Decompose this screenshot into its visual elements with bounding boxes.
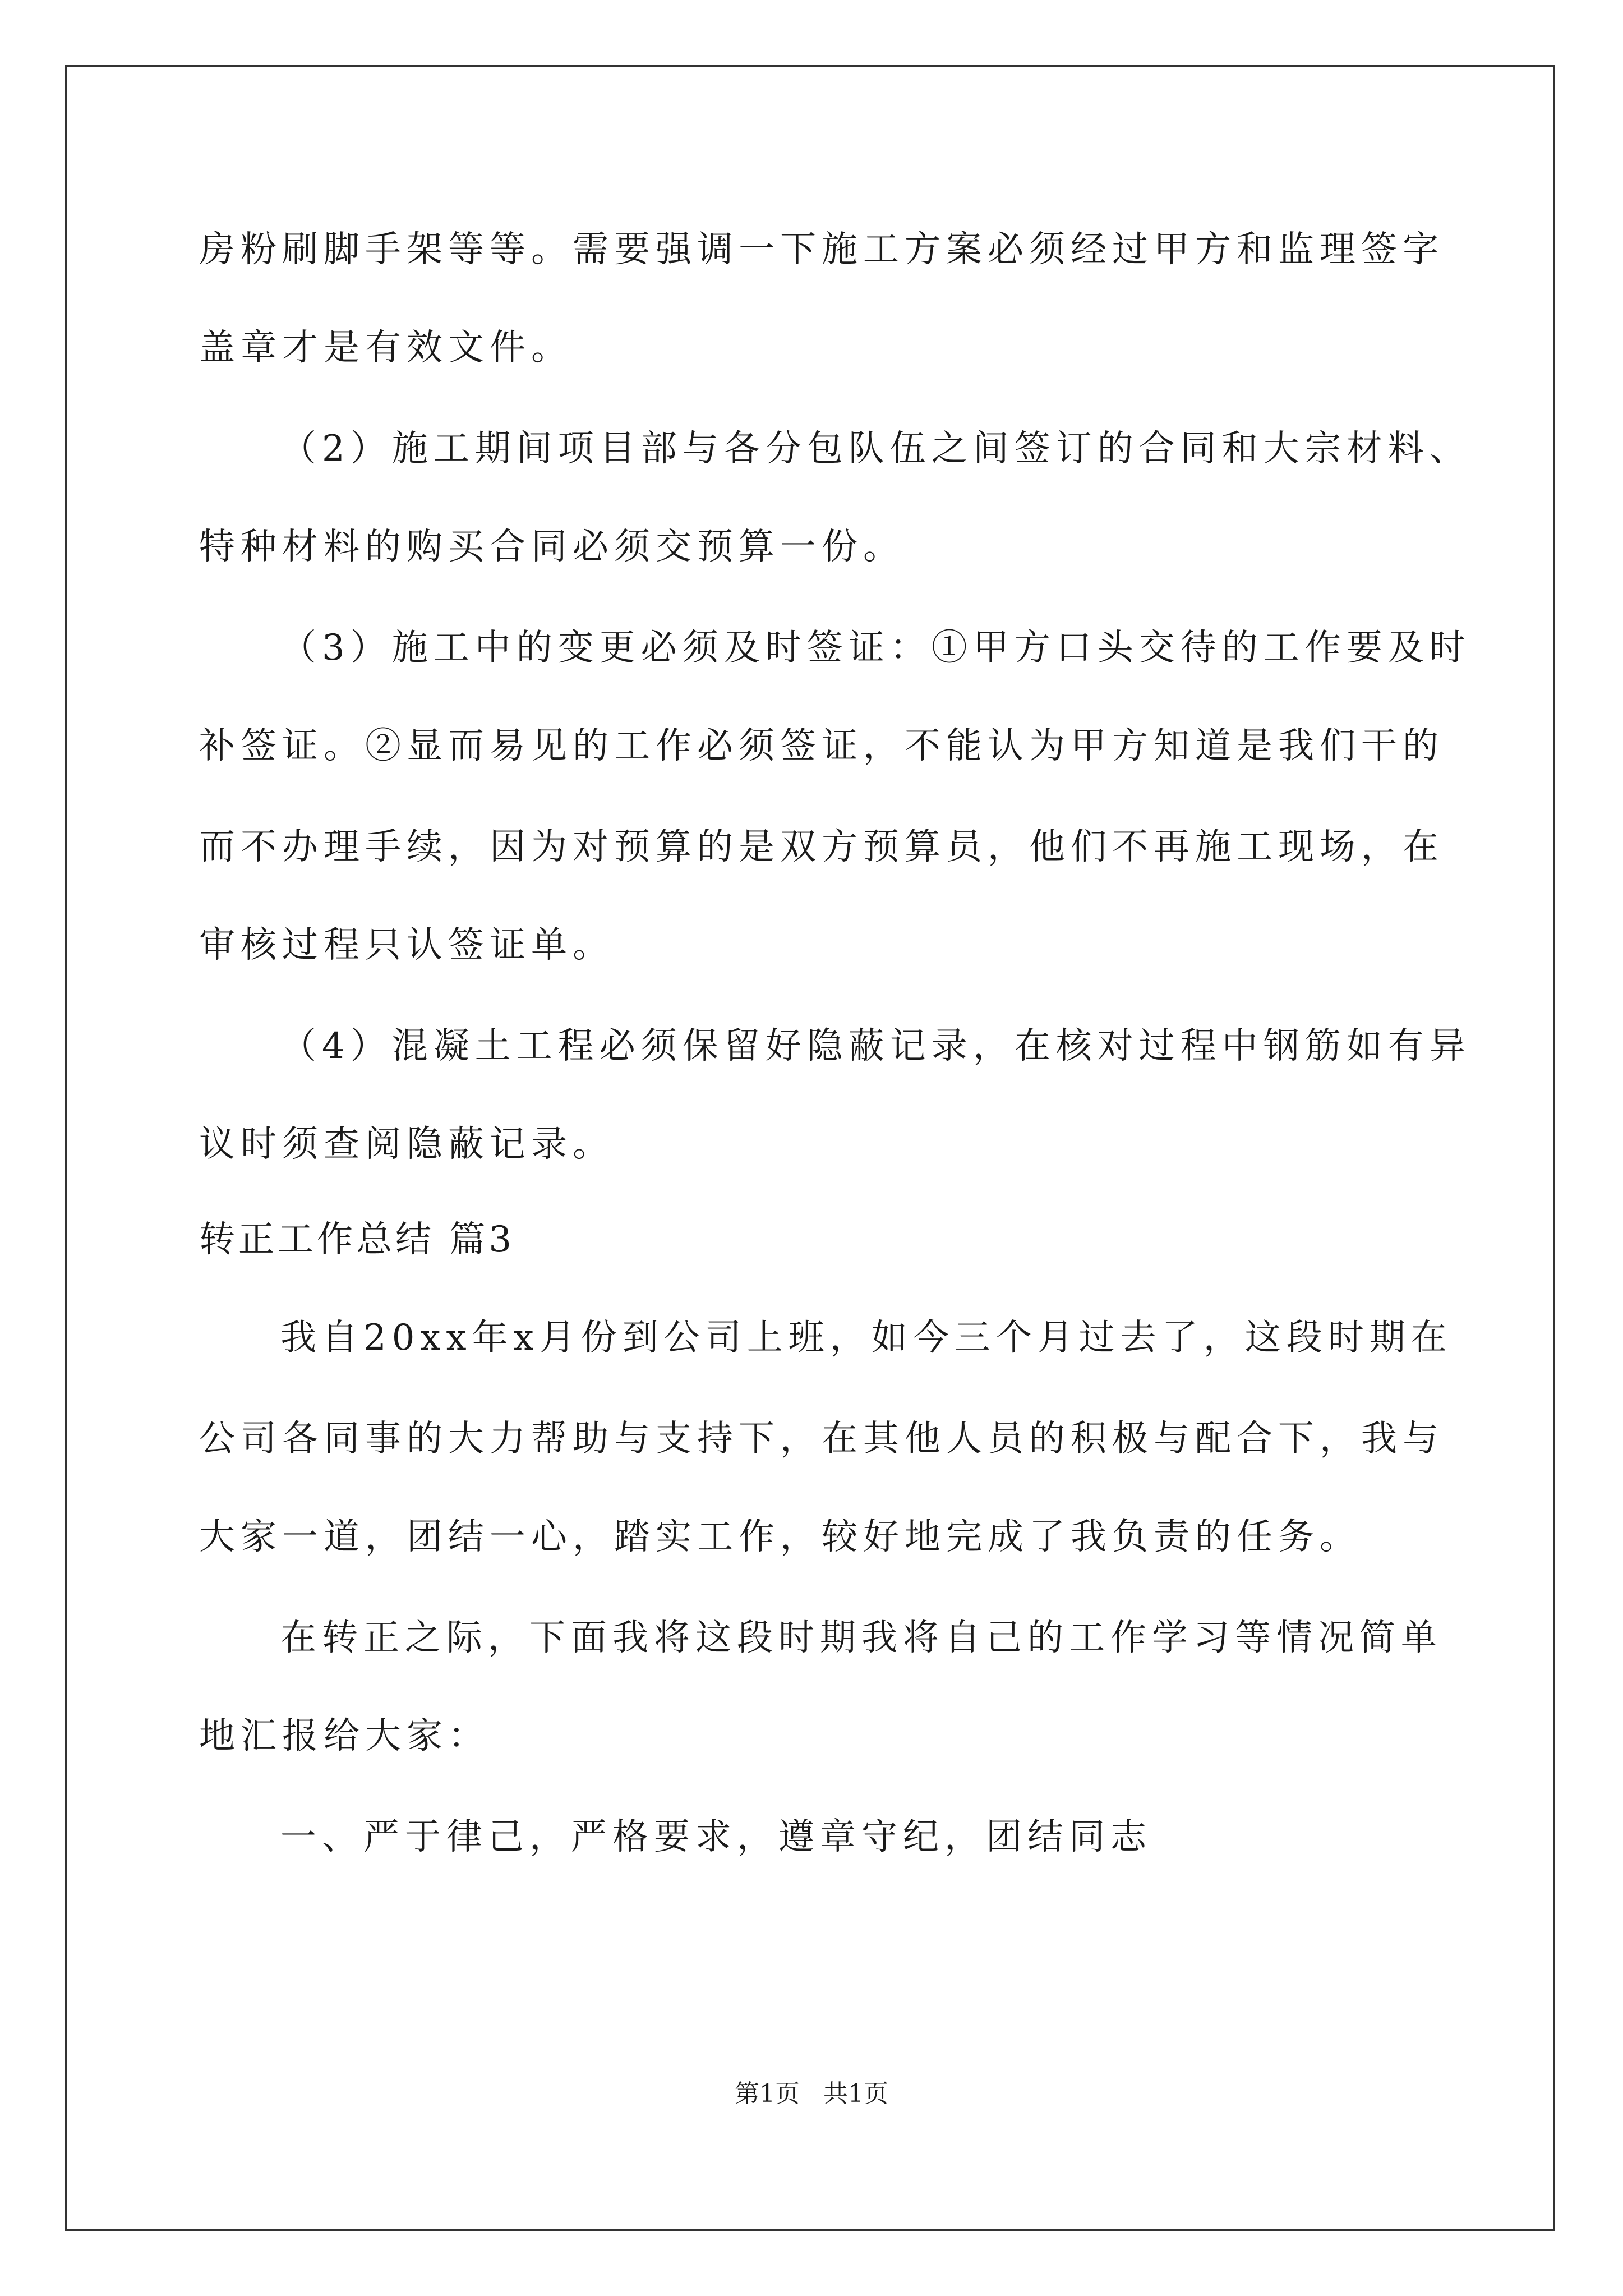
text-line: 公司各同事的大力帮助与支持下，在其他人员的积极与配合下，我与 (199, 1418, 1444, 1460)
text-line: 盖章才是有效文件。 (199, 327, 573, 369)
text-line: 议时须查阅隐蔽记录。 (199, 1124, 614, 1165)
paragraph-start: 我自20xx年x月份到公司上班，如今三个月过去了，这段时期在 (280, 1317, 1453, 1359)
text-line: 地汇报给大家： (199, 1715, 490, 1757)
text-line: 特种材料的购买合同必须交预算一份。 (199, 526, 905, 568)
paragraph-item-4: （4）混凝土工程必须保留好隐蔽记录，在核对过程中钢筋如有异 (280, 1025, 1471, 1067)
text-line: 补签证。②显而易见的工作必须签证，不能认为甲方知道是我们干的 (199, 725, 1444, 767)
text-line: 大家一道，团结一心，踏实工作，较好地完成了我负责的任务。 (199, 1516, 1361, 1558)
section-heading: 转正工作总结 篇3 (199, 1219, 515, 1260)
text-line: 而不办理手续，因为对预算的是双方预算员，他们不再施工现场，在 (199, 826, 1444, 868)
subsection-heading: 一、严于律己，严格要求，遵章守纪，团结同志 (280, 1816, 1152, 1858)
text-line: 审核过程只认签证单。 (199, 924, 614, 966)
paragraph-item-3: （3）施工中的变更必须及时签证：①甲方口头交待的工作要及时 (280, 627, 1471, 669)
text-line: 房粉刷脚手架等等。需要强调一下施工方案必须经过甲方和监理签字 (199, 229, 1444, 270)
paragraph-item-2: （2）施工期间项目部与各分包队伍之间签订的合同和大宗材料、 (280, 428, 1471, 470)
paragraph-start: 在转正之际，下面我将这段时期我将自己的工作学习等情况简单 (280, 1617, 1442, 1659)
page-number-footer: 第1页 共1页 (735, 2079, 888, 2108)
